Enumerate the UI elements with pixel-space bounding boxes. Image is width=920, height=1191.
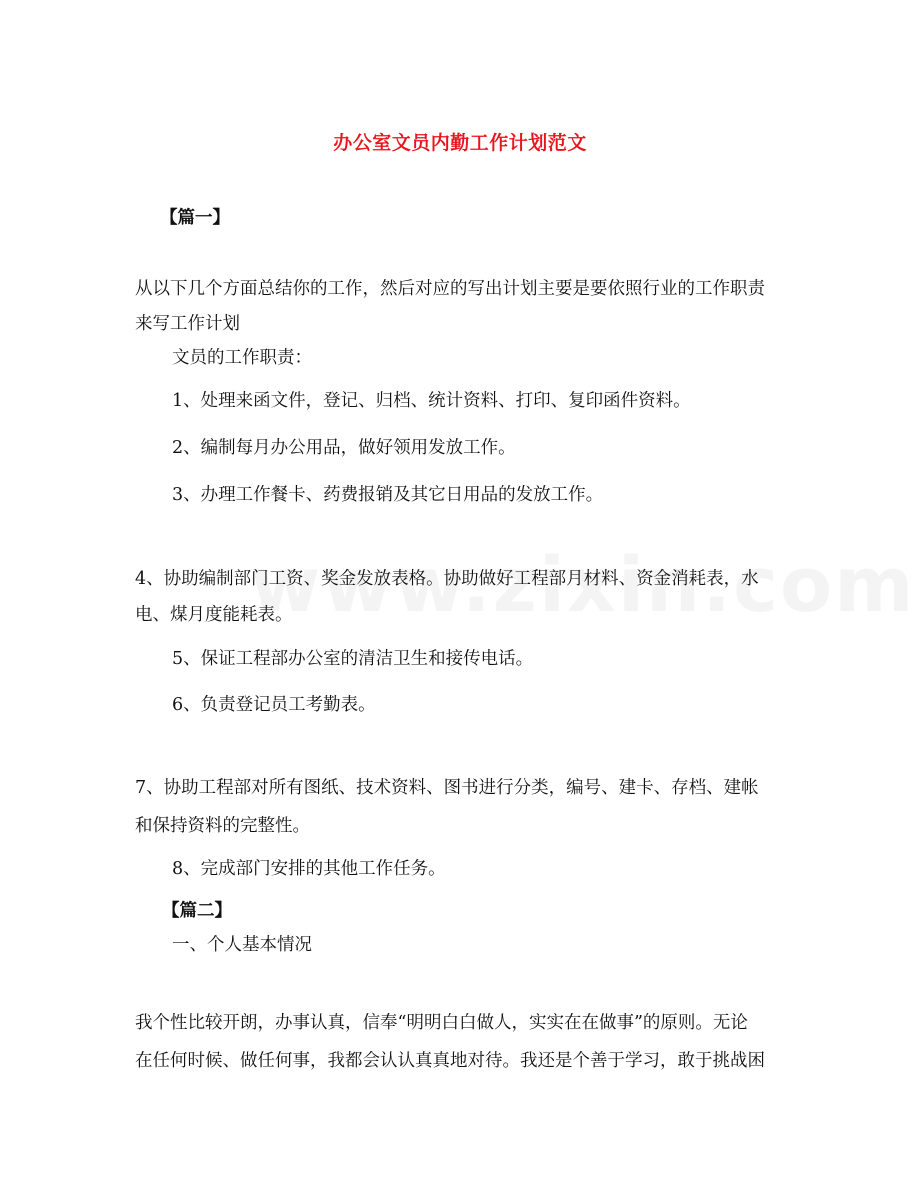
section-heading-1: 【篇一】 [160,208,230,228]
list-item: 2、编制每月办公用品，做好领用发放工作。 [172,438,516,458]
paragraph-line: 我个性比较开朗，办事认真，信奉“明明白白做人，实实在在做事”的原则。无论 [135,1013,748,1033]
paragraph-line: 在任何时候、做任何事，我都会认认真真地对待。我还是个善于学习，敢于挑战困 [135,1051,765,1071]
section-heading-2: 【篇二】 [162,901,232,921]
list-item: 3、办理工作餐卡、药费报销及其它日用品的发放工作。 [172,485,604,505]
list-item: 5、保证工程部办公室的清洁卫生和接传电话。 [172,649,534,669]
paragraph-line: 从以下几个方面总结你的工作，然后对应的写出计划主要是要依照行业的工作职责 [135,279,765,299]
list-item: 1、处理来函文件，登记、归档、统计资料、打印、复印函件资料。 [172,391,691,411]
list-item: 和保持资料的完整性。 [135,816,310,836]
subheading: 一、个人基本情况 [172,935,312,955]
document-title: 办公室文员内勤工作计划范文 [333,132,587,154]
list-item: 8、完成部门安排的其他工作任务。 [172,859,446,879]
paragraph-line: 文员的工作职责： [172,348,312,368]
list-item: 电、煤月度能耗表。 [135,605,293,625]
paragraph-line: 来写工作计划 [135,314,240,334]
list-item: 7、协助工程部对所有图纸、技术资料、图书进行分类，编号、建卡、存档、建帐 [135,778,759,798]
list-item: 4、协助编制部门工资、奖金发放表格。协助做好工程部月材料、资金消耗表，水 [135,569,759,589]
list-item: 6、负责登记员工考勤表。 [172,695,376,715]
